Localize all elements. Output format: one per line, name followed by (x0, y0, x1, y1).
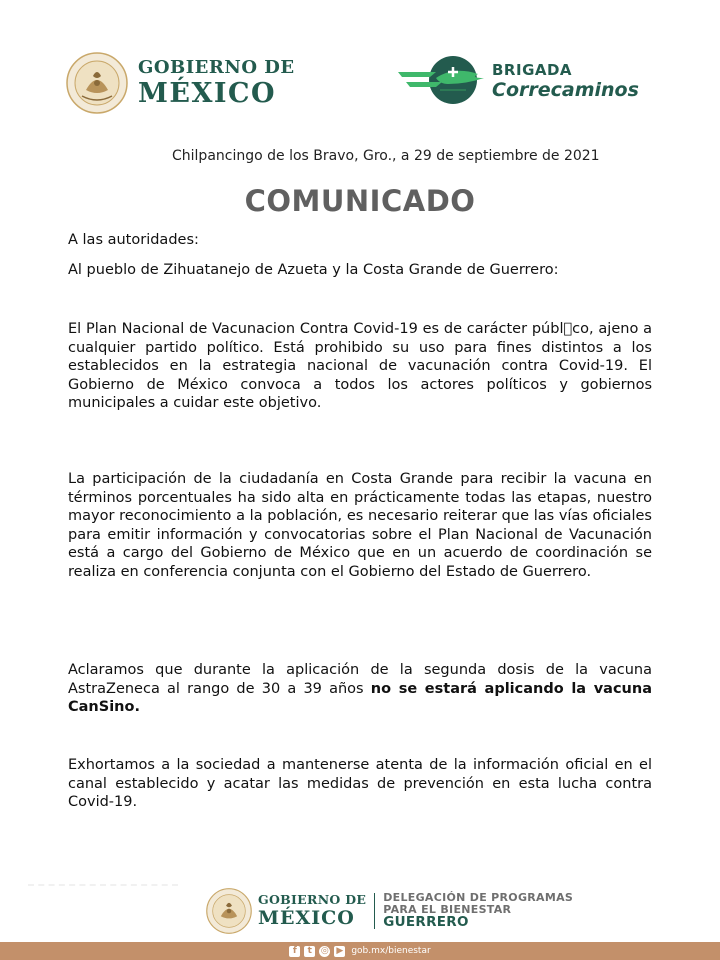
salutation-authorities: A las autoridades: (68, 232, 199, 248)
footer-social-bar (0, 942, 720, 960)
gobierno-line-1: GOBIERNO DE (138, 57, 295, 78)
footer-separator (374, 893, 375, 929)
footer-delegacion-line-1: DELEGACIÓN DE PROGRAMAS (383, 891, 574, 905)
footer-gobierno-line-1: GOBIERNO DE (258, 892, 367, 908)
instagram-icon[interactable]: ◎ (320, 945, 329, 956)
mexico-seal-icon (66, 52, 128, 114)
gobierno-line-2: MÉXICO (138, 78, 277, 109)
paragraph-astrazeneca (68, 661, 652, 717)
youtube-icon[interactable]: ▶ (334, 946, 345, 957)
paragraph-astrazeneca-emphasis: no se estará aplicando la vacuna CanSino. (68, 680, 652, 715)
brigada-line-1: BRIGADA (492, 60, 573, 79)
paragraph-astrazeneca-text: Aclaramos que durante la aplicación de la segunda dosis de la vacuna AstraZeneca al rango de 30 a 39 años (68, 662, 652, 697)
twitter-icon[interactable]: t (304, 946, 315, 957)
salutation-people: Al pueblo de Zihuatanejo de Azueta y la Costa Grande de Guerrero: (68, 262, 559, 278)
footer-gobierno-line-2: MÉXICO (258, 906, 355, 929)
footer-logo-block (206, 888, 573, 934)
brigada-line-2: Correcaminos (492, 78, 639, 101)
paragraph-participation: La participación de la ciudadanía en Costa Grande para recibir la vacuna en términos porcentuales ha sido alta en prácticamente todas las etapas, nuestro mayor reconocimiento a la población, es necesario reiterar que las vías oficiales para emitir información y convocatorias sobre el Plan Nacional de Vacunación está a cargo del Gobierno de México que en un acuerdo de coordinación se realiza en conferencia conjunta con el Gobierno del Estado de Guerrero. (68, 471, 652, 580)
facebook-icon[interactable]: f (289, 946, 300, 957)
footer-url-link[interactable]: gob.mx/bienestar (351, 946, 431, 956)
footer-delegacion-line-3: GUERRERO (383, 914, 469, 931)
footer (0, 886, 720, 960)
footer-mexico-seal-icon (206, 888, 252, 934)
gobierno-de-mexico-logo (66, 52, 295, 114)
footer-delegacion-line-2: PARA EL BIENESTAR (383, 902, 512, 916)
paragraph-vaccination-plan: El Plan Nacional de Vacunacion Contra Covid-19 es de carácter públ co, ajeno a cualquier partido político. Está prohibido su uso para fines distintos a los establecidos en la estrategia nacional de vacunación contra Covid-19. El Gobierno de México convoca a todos los actores políticos y gobiernos municipales a cuidar este objetivo. (68, 321, 652, 411)
place-and-date: Chilpancingo de los Bravo, Gro., a 29 de septiembre de 2021 (172, 148, 600, 164)
brigada-correcaminos-logo (396, 54, 639, 108)
letterhead (0, 0, 720, 130)
paragraph-exhortation: Exhortamos a la sociedad a mantenerse atenta de la información oficial en el canal establecido y acatar las medidas de prevención en esta lucha contra Covid-19. (68, 757, 652, 810)
document-title: COMUNICADO (244, 184, 476, 218)
roadrunner-globe-icon (396, 54, 490, 108)
